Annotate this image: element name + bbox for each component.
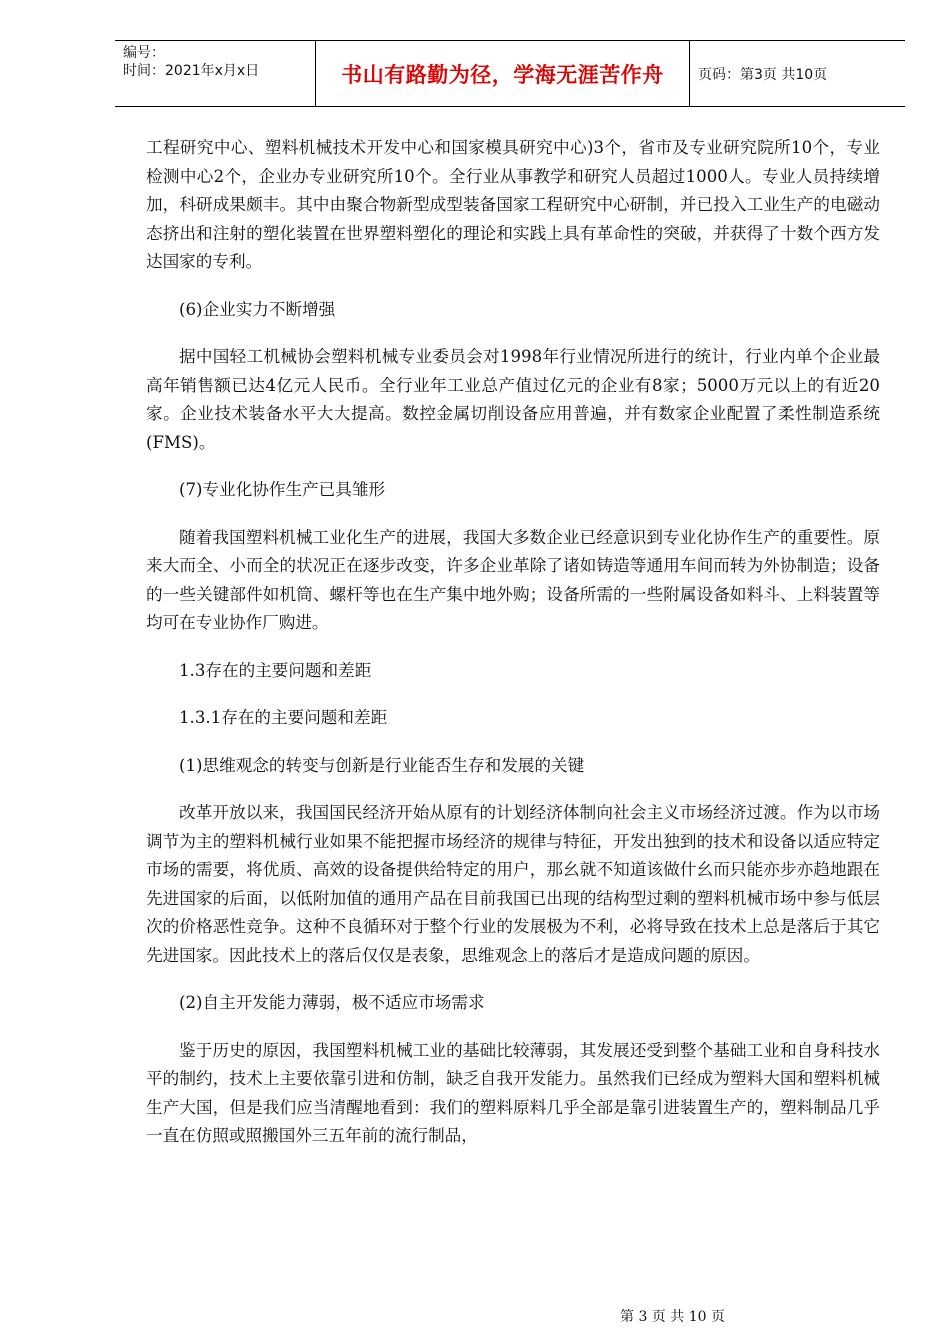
section-heading: (1)思维观念的转变与创新是行业能否生存和发展的关键 [179, 755, 585, 775]
section-heading: (2)自主开发能力薄弱，极不适应市场需求 [179, 993, 485, 1012]
paragraph: 随着我国塑料机械工业化生产的进展，我国大多数企业已经意识到专业化协作生产的重要性。原来大而全、小而全的状况正在逐步改变，许多企业革除了诸如铸造等通用车间而转为外协制造；设备的一些关键部件如机筒、螺杆等也在生产集中地外购；设备所需的一些附属设备如料斗、上料装置等均可在专业协作厂购进。 [146, 527, 880, 632]
page-header [115, 40, 905, 107]
page-footer: 第 3 页 共 10 页 [620, 1309, 725, 1325]
paragraph: 工程研究中心、塑料机械技术开发中心和国家模具研究中心)3个，省市及专业研究院所10个，专业检测中心2个，企业办专业研究所10个。全行业从事教学和研究人员超过1000人。专业人员持续增加，科研成果颇丰。其中由聚合物新型成型装备国家工程研究中心研制，并已投入工业生产的电磁动态挤出和注射的塑化装置在世界塑料塑化的理论和实践上具有革命性的突破，并获得了十数个西方发达国家的专利。 [146, 138, 880, 271]
paragraph: 改革开放以来，我国国民经济开始从原有的计划经济体制向社会主义市场经济过渡。作为以市场调节为主的塑料机械行业如果不能把握市场经济的规律与特征，开发出独到的技术和设备以适应特定市场的需要，将优质、高效的设备提供给特定的用户，那幺就不知道该做什幺而只能亦步亦趋地跟在先进国家的后面，以低附加值的通用产品在目前我国已出现的结构型过剩的塑料机械市场中参与低层次的价格恶性竞争。这种不良循环对于整个行业的发展极为不利，必将导致在技术上总是落后于其它先进国家。因此技术上的落后仅仅是表象，思维观念上的落后才是造成问题的原因。 [146, 803, 880, 965]
section-heading: 1.3.1存在的主要问题和差距 [179, 708, 388, 727]
paragraph: 鉴于历史的原因，我国塑料机械工业的基础比较薄弱，其发展还受到整个基础工业和自身科技水平的制约，技术上主要依靠引进和仿制，缺乏自我开发能力。虽然我们已经成为塑料大国和塑料机械生产大国，但是我们应当清醒地看到：我们的塑料原料几乎全部是靠引进装置生产的，塑料制品几乎一直在仿照或照搬国外三五年前的流行制品， [146, 1040, 880, 1145]
header-motto: 书山有路勤为径，学海无涯苦作舟 [316, 41, 690, 106]
section-heading: 1.3存在的主要问题和差距 [179, 660, 372, 680]
section-heading: (6)企业实力不断增强 [179, 299, 336, 319]
paragraph: 据中国轻工机械协会塑料机械专业委员会对1998年行业情况所进行的统计，行业内单个企业最高年销售额已达4亿元人民币。全行业年工业总产值过亿元的企业有8家；5000万元以上的有近20家。企业技术装备水平大大提高。数控金属切削设备应用普遍，并有数家企业配置了柔性制造系统(FMS)。 [146, 347, 880, 452]
serial-label: 编号： [123, 45, 165, 61]
header-page-number: 页码：第3页 共10页 [698, 66, 828, 83]
time-label: 时间：2021年x月x日 [123, 63, 260, 79]
header-meta [115, 41, 316, 106]
document-body [146, 134, 880, 1151]
section-heading: (7)专业化协作生产已具雏形 [179, 480, 386, 499]
